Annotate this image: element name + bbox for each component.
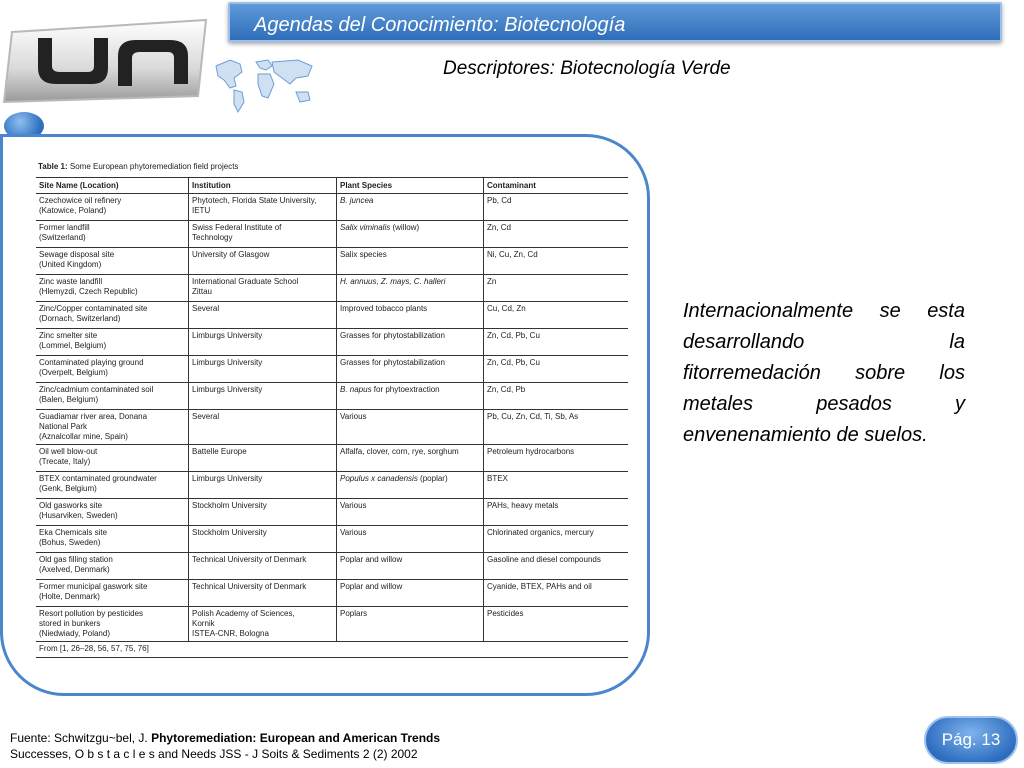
contaminant-cell: Zn, Cd, Pb — [484, 383, 629, 410]
table-row — [36, 221, 628, 248]
site-cell: BTEX contaminated groundwater (Genk, Belgium) — [36, 472, 189, 499]
institution-cell: Technical University of Denmark — [189, 553, 337, 580]
table-row — [36, 526, 628, 553]
site-cell: Sewage disposal site (United Kingdom) — [36, 248, 189, 275]
site-cell: Czechowice oil refinery (Katowice, Poland) — [36, 194, 189, 221]
institution-cell: Several — [189, 410, 337, 445]
plant-species-cell: Salix species — [337, 248, 484, 275]
institution-cell: Stockholm University — [189, 526, 337, 553]
table-row — [36, 553, 628, 580]
contaminant-cell: Zn — [484, 275, 629, 302]
site-cell: Zinc/cadmium contaminated soil (Balen, Belgium) — [36, 383, 189, 410]
institution-cell: Limburgs University — [189, 329, 337, 356]
slide-subtitle: Descriptores: Biotecnología Verde — [443, 58, 731, 79]
institution-cell: Stockholm University — [189, 499, 337, 526]
column-header: Contaminant — [484, 178, 629, 194]
institution-cell: Limburgs University — [189, 356, 337, 383]
plant-species-cell: Grasses for phytostabilization — [337, 329, 484, 356]
column-header: Institution — [189, 178, 337, 194]
site-cell: Eka Chemicals site (Bohus, Sweden) — [36, 526, 189, 553]
institution-cell: Phytotech, Florida State University, IETU — [189, 194, 337, 221]
site-cell: Zinc/Copper contaminated site (Dornach, Switzerland) — [36, 302, 189, 329]
institution-cell: Battelle Europe — [189, 445, 337, 472]
column-header: Plant Species — [337, 178, 484, 194]
contaminant-cell: Zn, Cd, Pb, Cu — [484, 356, 629, 383]
plant-species-cell: Grasses for phytostabilization — [337, 356, 484, 383]
contaminant-cell: Pesticides — [484, 607, 629, 642]
body-paragraph: Internacionalmente se esta desarrollando la fitorremedación sobre los metales pesados y envenenamiento de suelos. — [683, 300, 965, 446]
site-cell: Resort pollution by pesticides stored in bunkers (Niedwiady, Poland) — [36, 607, 189, 642]
source-citation: Fuente: Schwitzgu~bel, J. Phytoremediation: European and American Trends Successes, O b s t a c l e s and Needs JSS - J Soits & Sediments 2 (2) 2002 — [10, 731, 441, 761]
contaminant-cell: Cu, Cd, Zn — [484, 302, 629, 329]
contaminant-cell: Ni, Cu, Zn, Cd — [484, 248, 629, 275]
institution-cell: Limburgs University — [189, 472, 337, 499]
un-logo — [0, 10, 212, 106]
institution-cell: Limburgs University — [189, 383, 337, 410]
table-row — [36, 410, 628, 445]
institution-cell: Several — [189, 302, 337, 329]
table-row — [36, 607, 628, 642]
institution-cell: International Graduate School Zittau — [189, 275, 337, 302]
contaminant-cell: Pb, Cd — [484, 194, 629, 221]
site-cell: Oil well blow-out (Trecate, Italy) — [36, 445, 189, 472]
contaminant-cell: Zn, Cd — [484, 221, 629, 248]
institution-cell: Polish Academy of Sciences, Kornik ISTEA-CNR, Bologna — [189, 607, 337, 642]
plant-species-cell: H. annuus, Z. mays, C. halleri — [337, 275, 484, 302]
contaminant-cell: Petroleum hydrocarbons — [484, 445, 629, 472]
table-row — [36, 580, 628, 607]
table-row — [36, 302, 628, 329]
contaminant-cell: Gasoline and diesel compounds — [484, 553, 629, 580]
table-caption: Table 1: Some European phytoremediation field projects — [38, 162, 239, 171]
plant-species-cell: Alfalfa, clover, corn, rye, sorghum — [337, 445, 484, 472]
institution-cell: Technical University of Denmark — [189, 580, 337, 607]
site-cell: Former municipal gaswork site (Holte, Denmark) — [36, 580, 189, 607]
institution-cell: University of Glasgow — [189, 248, 337, 275]
site-cell: Old gasworks site (Husarviken, Sweden) — [36, 499, 189, 526]
contaminant-cell: Chlorinated organics, mercury — [484, 526, 629, 553]
institution-cell: Swiss Federal Institute of Technology — [189, 221, 337, 248]
title-banner — [228, 2, 1002, 42]
site-cell: Zinc smelter site (Lommel, Belgium) — [36, 329, 189, 356]
contaminant-cell: Cyanide, BTEX, PAHs and oil — [484, 580, 629, 607]
plant-species-cell: Improved tobacco plants — [337, 302, 484, 329]
site-cell: Zinc waste landfill (Hlemyzdi, Czech Republic) — [36, 275, 189, 302]
table-row — [36, 248, 628, 275]
page-number: Pág. 13 — [924, 716, 1018, 764]
plant-species-cell: Salix viminalis (willow) — [337, 221, 484, 248]
contaminant-cell: Pb, Cu, Zn, Cd, Ti, Sb, As — [484, 410, 629, 445]
table-row — [36, 329, 628, 356]
site-cell: Old gas filling station (Axelved, Denmark) — [36, 553, 189, 580]
contaminant-cell: Zn, Cd, Pb, Cu — [484, 329, 629, 356]
table-header-row — [36, 178, 628, 194]
plant-species-cell: Populus x canadensis (poplar) — [337, 472, 484, 499]
table-row — [36, 356, 628, 383]
plant-species-cell: Poplars — [337, 607, 484, 642]
column-header: Site Name (Location) — [36, 178, 189, 194]
table-row — [36, 445, 628, 472]
plant-species-cell: Various — [337, 410, 484, 445]
plant-species-cell: B. napus for phytoextraction — [337, 383, 484, 410]
table-row — [36, 194, 628, 221]
plant-species-cell: Various — [337, 499, 484, 526]
site-cell: Former landfill (Switzerland) — [36, 221, 189, 248]
plant-species-cell: B. juncea — [337, 194, 484, 221]
contaminant-cell: PAHs, heavy metals — [484, 499, 629, 526]
table — [36, 177, 628, 642]
site-cell: Contaminated playing ground (Overpelt, Belgium) — [36, 356, 189, 383]
table-footer: From [1, 26–28, 56, 57, 75, 76] — [36, 642, 628, 658]
phytoremediation-table — [36, 162, 628, 658]
table-row — [36, 275, 628, 302]
plant-species-cell: Poplar and willow — [337, 580, 484, 607]
world-map-icon — [212, 52, 320, 114]
table-row — [36, 472, 628, 499]
site-cell: Guadiamar river area, Donana National Park (Aznalcollar mine, Spain) — [36, 410, 189, 445]
contaminant-cell: BTEX — [484, 472, 629, 499]
plant-species-cell: Various — [337, 526, 484, 553]
table-row — [36, 499, 628, 526]
table-row — [36, 383, 628, 410]
plant-species-cell: Poplar and willow — [337, 553, 484, 580]
slide-title: Agendas del Conocimiento: Biotecnología — [254, 14, 626, 36]
